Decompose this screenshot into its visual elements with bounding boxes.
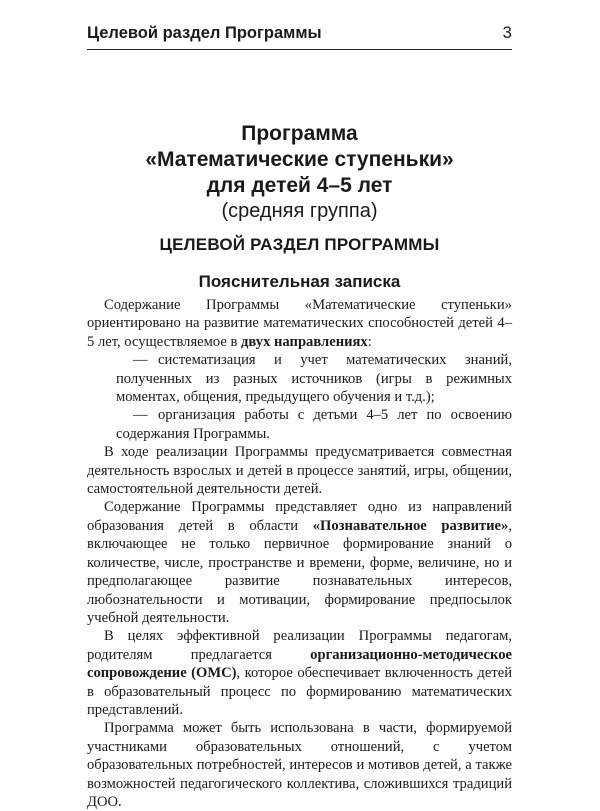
subsection-title: Пояснительная записка (198, 272, 401, 291)
running-header (87, 22, 512, 44)
bold-phrase: организационно-методическое сопровождение (ОМС) (87, 646, 512, 682)
program-title-block (87, 121, 512, 224)
body-text (87, 296, 512, 811)
running-title: Целевой раздел Программы (87, 23, 322, 42)
bold-phrase: «Познавательное развитие» (312, 517, 509, 534)
paragraph-5: Программа может быть использована в части, формируемой участниками образовательных отношений, с учетом образовательных потребностей, интересов и мотивов детей, а также возможностей педагогического коллектива, сложившихся традиций ДОО. (87, 720, 512, 810)
paragraph-4: В целях эффективной реализации Программы педагогам, родителям предлагается организационно-методическое сопровождение (ОМС), которое обеспечивает включенность детей в образовательный процесс по формированию математических представлений. (87, 628, 512, 718)
header-rule (87, 49, 512, 50)
paragraph-2: В ходе реализации Программы предусматривается совместная деятельность взрослых и детей в процессе занятий, игры, общении, самостоятельной деятельности детей. (87, 444, 512, 498)
title-line-2: «Математические ступеньки» (145, 148, 454, 171)
title-line-1: Программа (241, 122, 358, 145)
section-title: ЦЕЛЕВОЙ РАЗДЕЛ ПРОГРАММЫ (159, 235, 440, 254)
bold-phrase: двух направлениях (241, 333, 368, 350)
list-item: — организация работы с детьми 4–5 лет по освоению содержания Программы. (116, 407, 512, 442)
list-item: — систематизация и учет математических знаний, полученных из разных источников (игры в режимных моментах, общения, предыдущего обучения и т.д.); (116, 352, 512, 406)
paragraph-1: Содержание Программы «Математические ступеньки» ориентировано на развитие математических способностей детей 4–5 лет, осуществляемое в двух направлениях: (87, 297, 512, 350)
page-number: 3 (502, 23, 512, 42)
title-line-4: (средняя группа) (221, 200, 378, 222)
paragraph-3: Содержание Программы представляет одно из направлений образования детей в области «Познавательное развитие», включающее не только первичное формирование знаний о количестве, числе, пространстве и времени, форме, величине, но и предполагающее развитие познавательных интересов, любознательности и мотивации, формирование предпосылок учебной деятельности. (87, 499, 512, 626)
title-line-3: для детей 4–5 лет (206, 174, 393, 197)
